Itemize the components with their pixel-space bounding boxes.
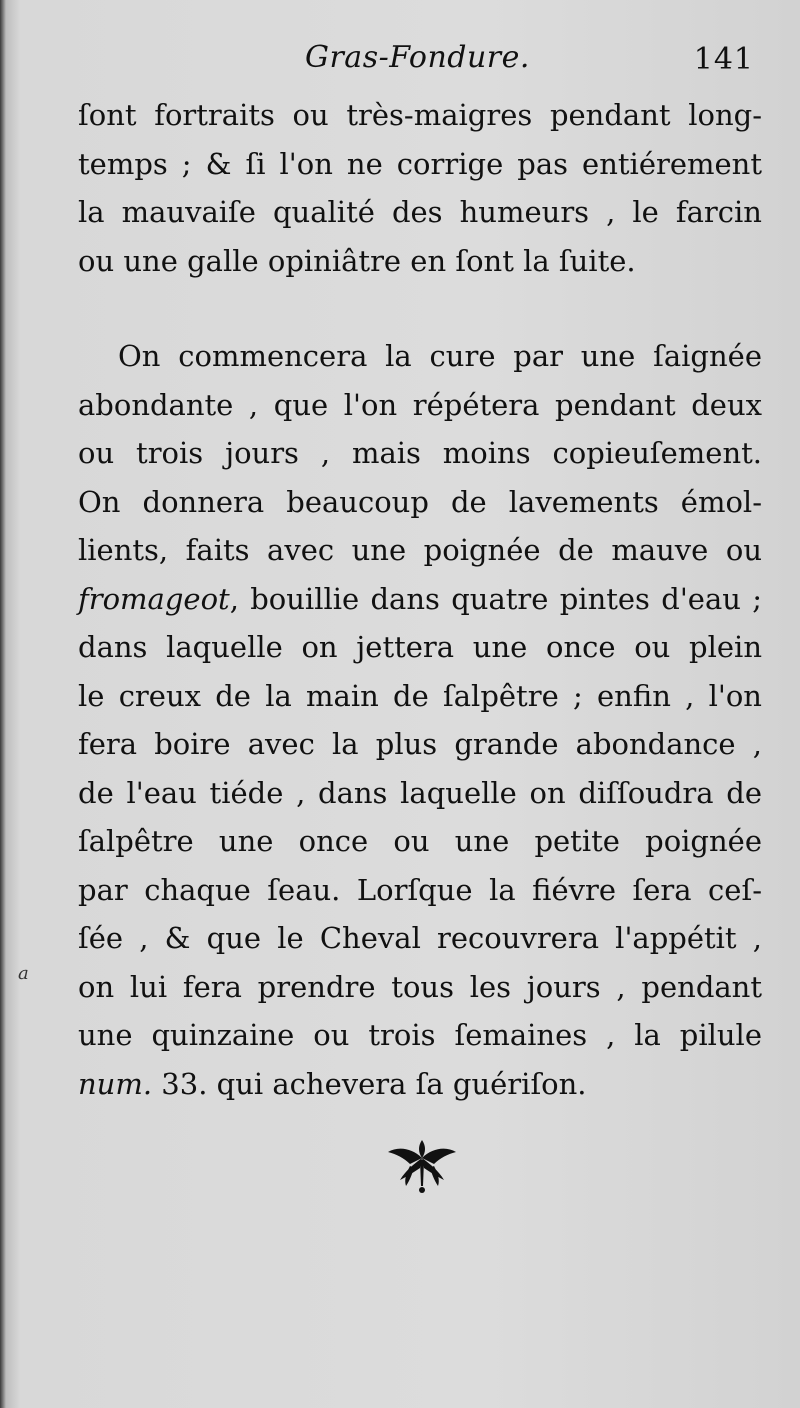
running-title: Gras-Fondure. [305, 40, 530, 75]
text-line: lients, faits avec une poignée de mauve ou [78, 533, 762, 567]
text-line [78, 1060, 762, 1109]
page-header [80, 40, 760, 90]
text-line: par chaque ſeau. Lorſque la fiévre ſera ceſ- [78, 872, 762, 907]
text-line: ſalpêtre une once ou une petite poignée [78, 824, 762, 858]
text-line: dans laquelle on jettera une once ou plein [78, 630, 762, 664]
text-line: fera boire avec la plus grande abondance , [78, 727, 762, 761]
text-run: , bouillie dans quatre pintes d'eau ; [229, 581, 762, 616]
text-line: de l'eau tiéde , dans laquelle on diſſoudra de [78, 775, 762, 810]
text-line [78, 575, 762, 624]
italic-word: num. [78, 1066, 153, 1101]
text-line: On donnera beaucoup de lavements émol- [78, 484, 762, 519]
text-run: 33. qui achevera ſa guériſon. [152, 1066, 587, 1101]
paragraph-1 [78, 91, 762, 285]
paragraph-2 [78, 332, 762, 1108]
margin-mark: a [18, 963, 29, 984]
text-line: ſée , & que le Cheval recouvrera l'appétit , [78, 921, 762, 955]
text-line: ſont fortraits ou très-maigres pendant long- [78, 98, 762, 132]
text-line: On commencera la cure par une ſaignée [118, 339, 762, 373]
fleuron-ornament [384, 1136, 460, 1196]
body-text [78, 91, 762, 1108]
text-line: ou trois jours , mais moins copieuſement. [78, 436, 762, 470]
text-line: temps ; & ſi l'on ne corrige pas entiérement [78, 146, 762, 181]
text-line: une quinzaine ou trois ſemaines , la pilule [78, 1018, 762, 1052]
text-line: la mauvaiſe qualité des humeurs , le farcin [78, 195, 762, 229]
text-line: ou une galle opiniâtre en ſont la ſuite. [78, 243, 636, 278]
text-line: on lui fera prendre tous les jours , pendant [78, 969, 762, 1004]
text-line: le creux de la main de ſalpêtre ; enfin , l'on [78, 678, 762, 713]
text-line: abondante , que l'on répétera pendant deux [78, 387, 762, 422]
page-number: 141 [693, 42, 754, 77]
italic-word: fromageot [78, 581, 230, 616]
